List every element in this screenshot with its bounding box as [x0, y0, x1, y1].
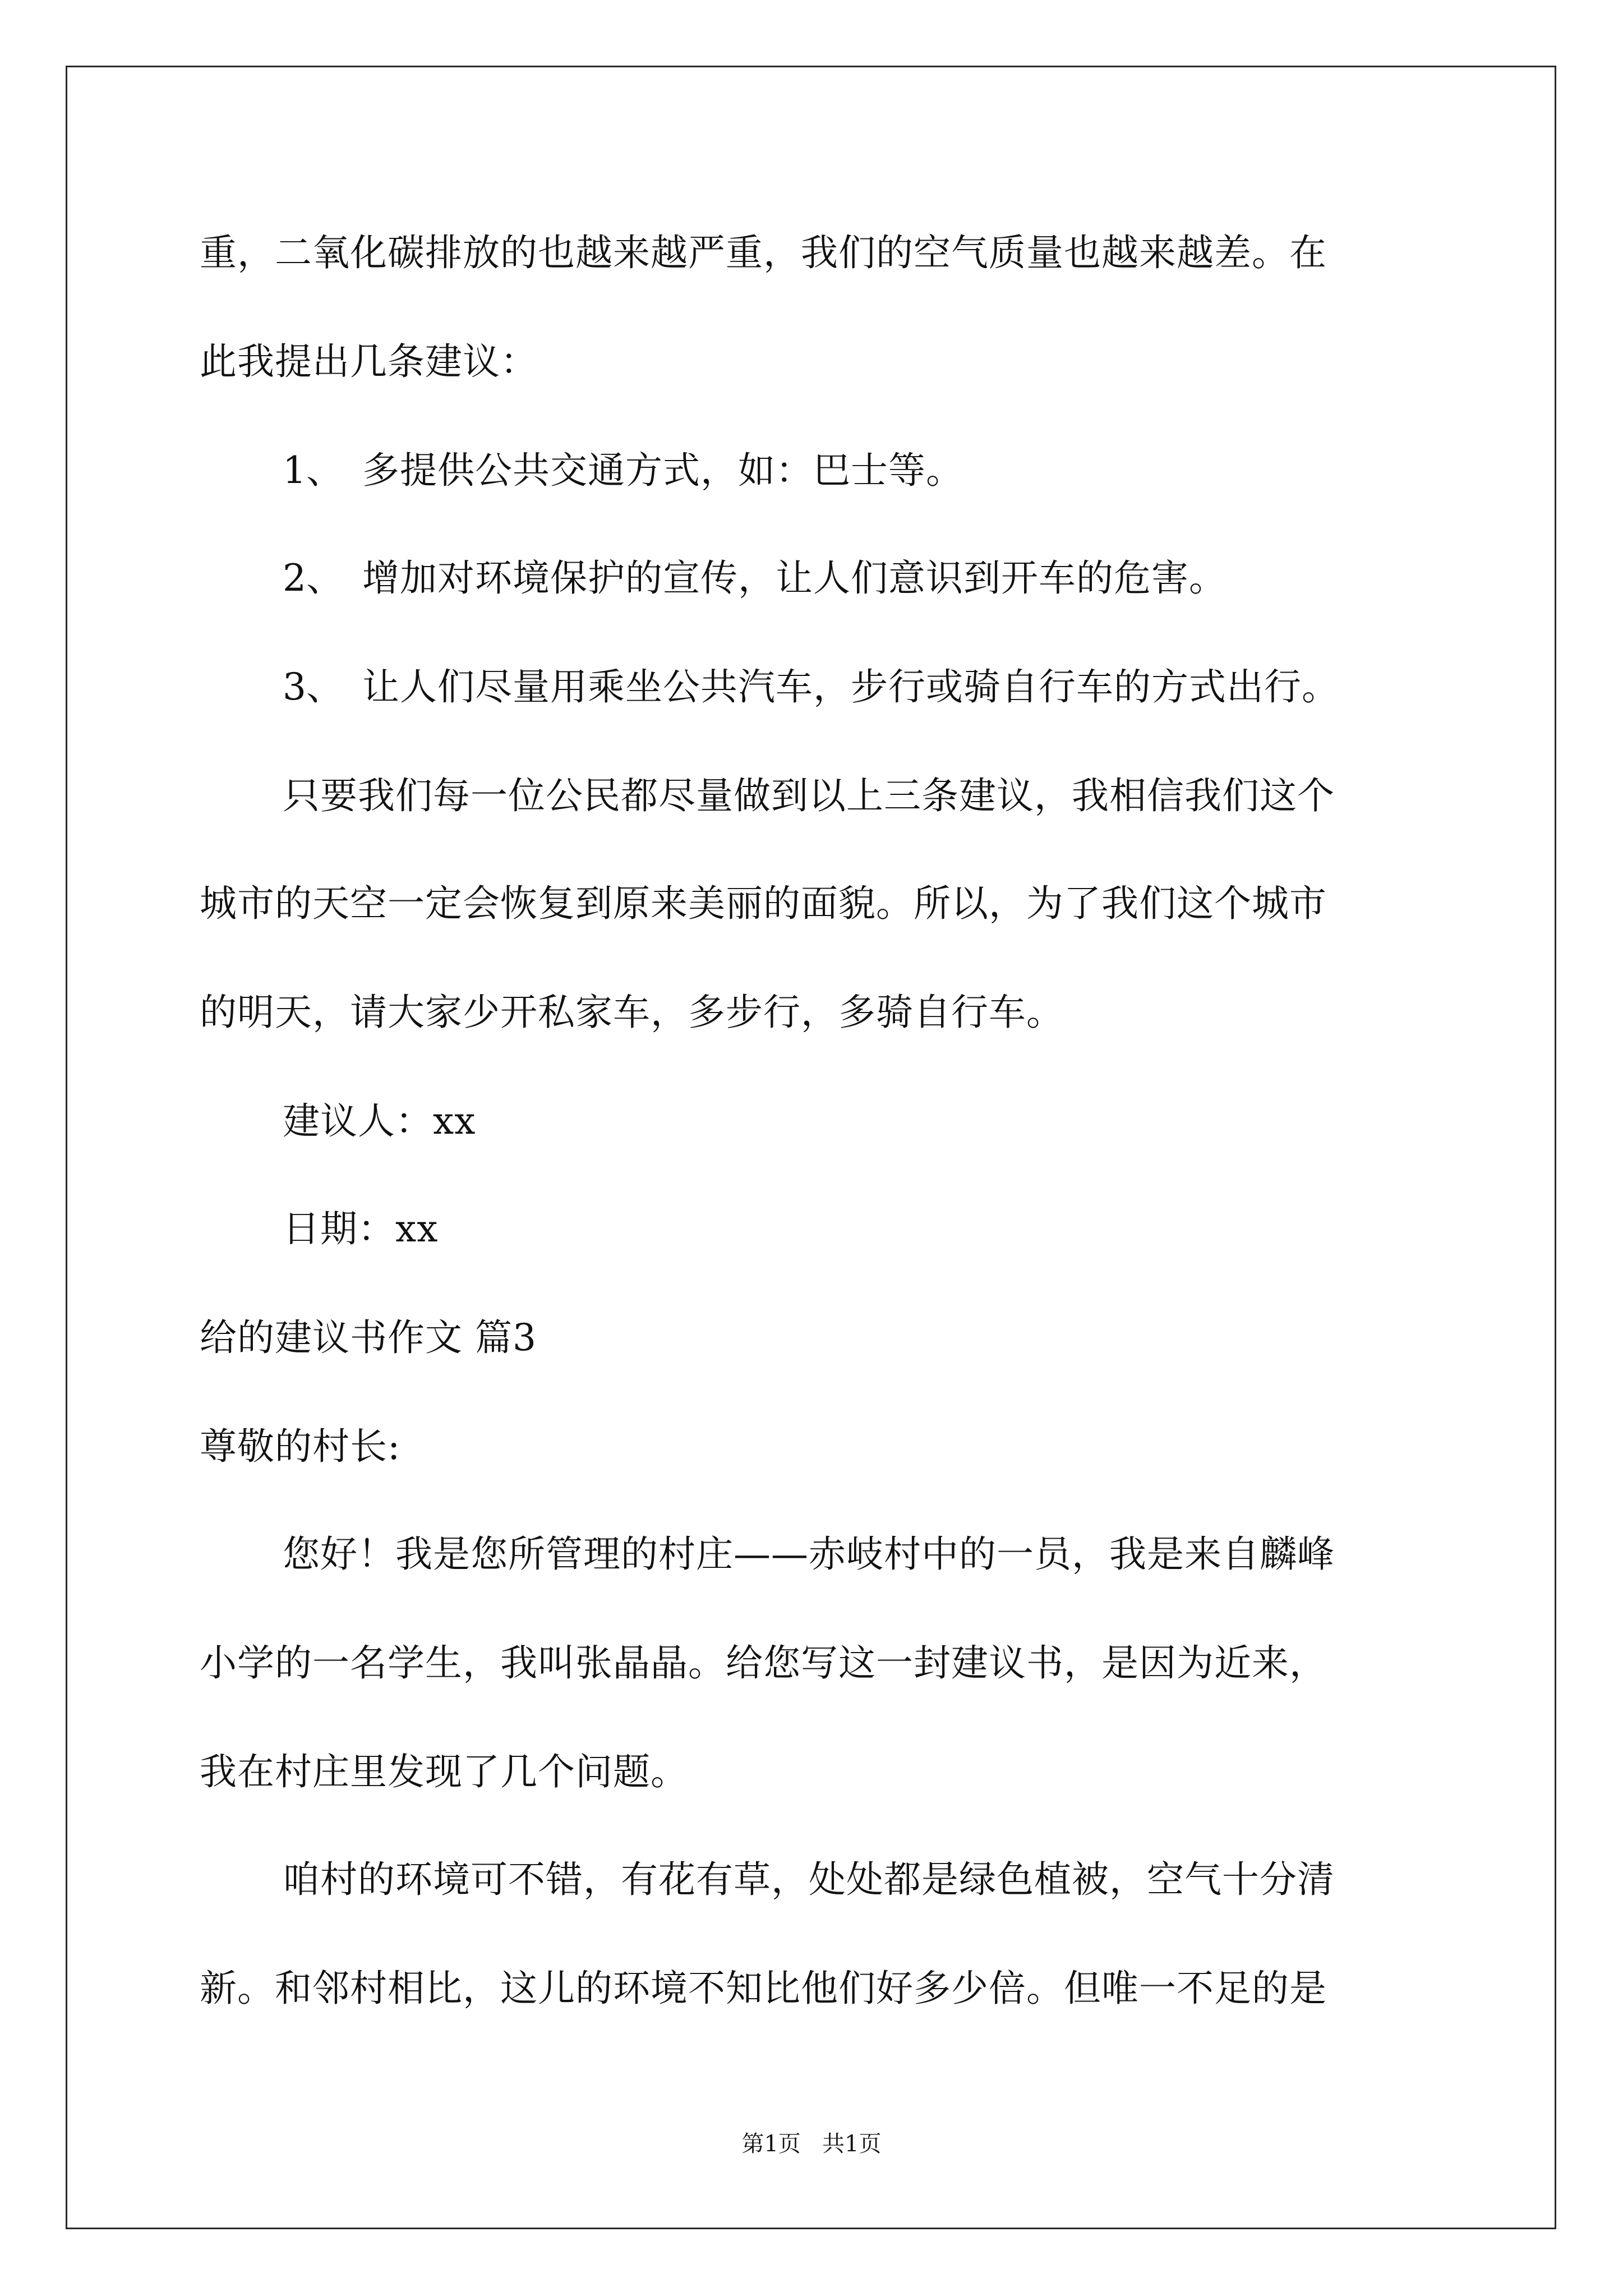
paragraph-3-line-1: 您好！我是您所管理的村庄——赤岐村中的一员，我是来自麟峰	[283, 1533, 1335, 1576]
salutation: 尊敬的村长:	[200, 1425, 401, 1468]
paragraph-2-line-3: 的明天，请大家少开私家车，多步行，多骑自行车。	[200, 991, 1064, 1034]
list-item-number: 1、	[283, 449, 343, 492]
list-item-text: 增加对环境保护的宣传，让人们意识到开车的危害。	[362, 556, 1227, 600]
paragraph-4-line-1: 咱村的环境可不错，有花有草，处处都是绿色植被，空气十分清	[283, 1858, 1335, 1901]
section-heading: 给的建议书作文 篇3	[200, 1316, 537, 1359]
list-item-number: 3、	[283, 665, 343, 708]
paragraph-2-line-1: 只要我们每一位公民都尽量做到以上三条建议，我相信我们这个	[283, 774, 1335, 817]
paragraph-1-line-1: 重，二氧化碳排放的也越来越严重，我们的空气质量也越来越差。在	[200, 231, 1327, 274]
signature: 建议人：xx	[283, 1099, 476, 1143]
paragraph-4-line-2: 新。和邻村相比，这儿的环境不知比他们好多少倍。但唯一不足的是	[200, 1967, 1327, 2010]
paragraph-1-line-2: 此我提出几条建议：	[200, 340, 538, 383]
paragraph-3-line-3: 我在村庄里发现了几个问题。	[200, 1750, 688, 1793]
date: 日期：xx	[283, 1207, 439, 1250]
paragraph-3-line-2: 小学的一名学生，我叫张晶晶。给您写这一封建议书，是因为近来，	[200, 1641, 1327, 1685]
paragraph-2-line-2: 城市的天空一定会恢复到原来美丽的面貌。所以，为了我们这个城市	[200, 882, 1327, 925]
list-item-number: 2、	[283, 556, 343, 600]
page-border	[66, 66, 1556, 2229]
list-item-text: 让人们尽量用乘坐公共汽车，步行或骑自行车的方式出行。	[362, 665, 1339, 708]
page-footer: 第1页 共1页	[741, 2131, 882, 2157]
list-item-text: 多提供公共交通方式，如：巴士等。	[362, 449, 963, 492]
